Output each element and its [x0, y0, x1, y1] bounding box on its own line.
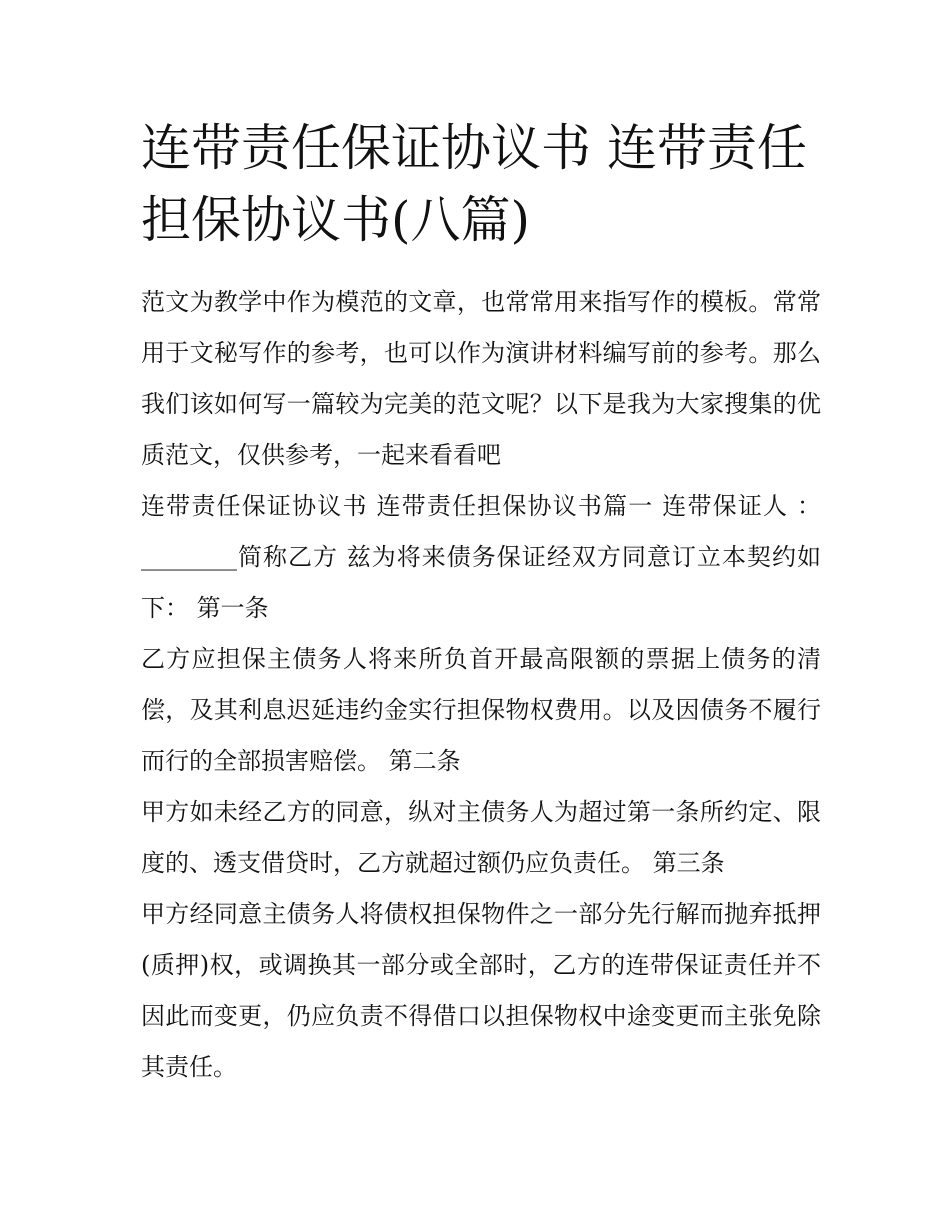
document-body: [141, 277, 821, 1093]
intro-paragraph: 范文为教学中作为模范的文章，也常常用来指写作的模板。常常用于文秘写作的参考，也可以作为演讲材料编写前的参考。那么我们该如何写一篇较为完美的范文呢？以下是我为大家搜集的优质范文，仅供参考，一起来看看吧: [141, 288, 821, 469]
agreement-preamble-paragraph: 连带责任保证协议书 连带责任担保协议书篇一 连带保证人 ：________简称乙方 兹为将来债务保证经双方同意订立本契约如下： 第一条: [141, 492, 821, 622]
article-two-paragraph: 甲方如未经乙方的同意，纵对主债务人为超过第一条所约定、限度的、透支借贷时，乙方就超过额仍应负责任。 第三条: [141, 798, 821, 877]
document-title: 连带责任保证协议书 连带责任担保协议书(八篇): [141, 119, 807, 249]
article-one-paragraph: 乙方应担保主债务人将来所负首开最高限额的票据上债务的清偿，及其利息迟延违约金实行担保物权费用。以及因债务不履行而行的全部损害赔偿。 第二条: [141, 645, 821, 775]
article-three-paragraph: 甲方经同意主债务人将债权担保物件之一部分先行解而抛弃抵押(质押)权，或调换其一部分或全部时，乙方的连带保证责任并不因此而变更，仍应负责不得借口以担保物权中途变更而主张免除其责任。: [141, 900, 821, 1081]
